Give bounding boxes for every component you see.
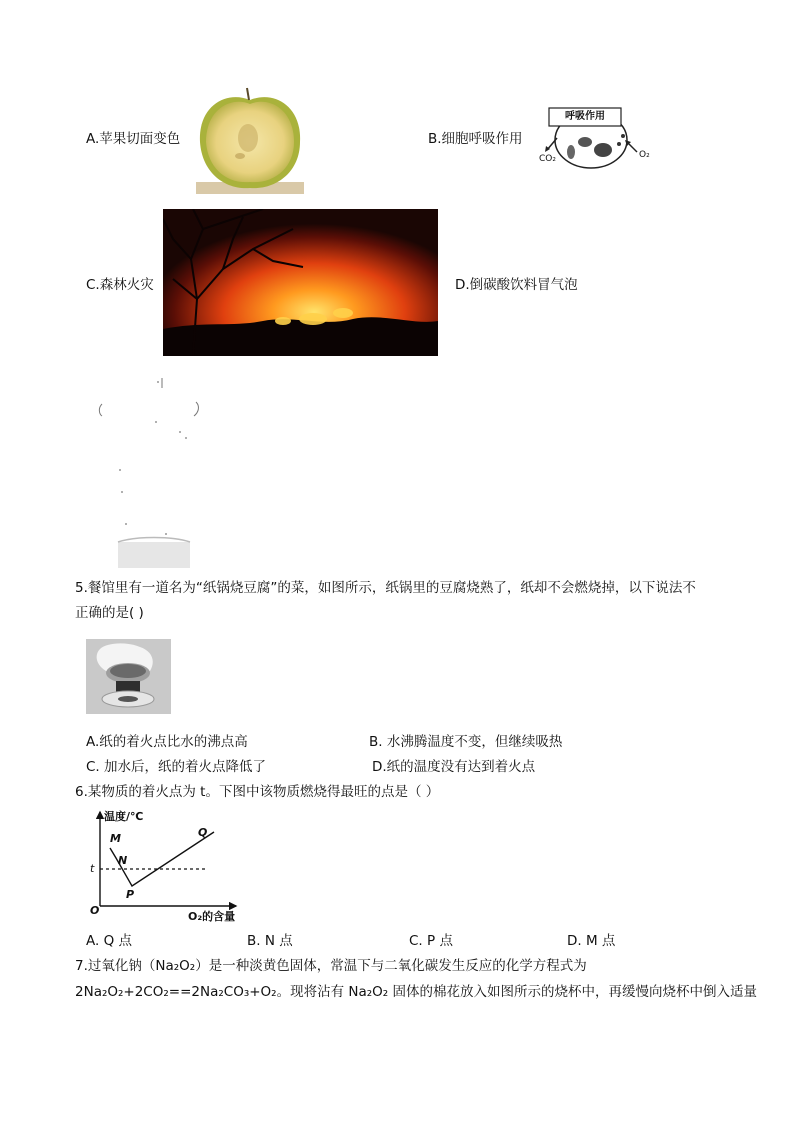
q5-stem-line2: 正确的是( ): [75, 605, 144, 621]
respiration-box-label: 呼吸作用: [565, 111, 605, 122]
q6-option-b: B. N 点: [247, 933, 293, 949]
soda-glass-image: [96, 374, 216, 570]
paper-pot-tofu-image: [86, 639, 171, 714]
q6-option-c: C. P 点: [409, 933, 453, 949]
temperature-oxygen-graph: [86, 806, 251, 924]
q4-option-b: B.细胞呼吸作用: [428, 131, 523, 147]
q5-option-b: B. 水沸腾温度不变，但继续吸热: [369, 734, 563, 750]
graph-point-n-label: N: [118, 854, 128, 867]
q5-option-a: A.纸的着火点比水的沸点高: [86, 734, 248, 750]
q6-option-a: A. Q 点: [86, 933, 132, 949]
q6-stem: 6.某物质的着火点为 t。下图中该物质燃烧得最旺的点是（ ）: [75, 784, 440, 800]
graph-point-m-label: M: [110, 832, 121, 845]
q5-stem-line1: 5.餐馆里有一道名为“纸锅烧豆腐”的菜，如图所示，纸锅里的豆腐烧熟了，纸却不会燃烧掉，以下说法不: [75, 580, 696, 596]
q5-option-c: C. 加水后，纸的着火点降低了: [86, 759, 267, 775]
co2-label: CO₂: [539, 154, 556, 164]
q4-option-c: C.森林火灾: [86, 277, 154, 293]
q7-line1: 7.过氧化钠（Na₂O₂）是一种淡黄色固体，常温下与二氧化碳发生反应的化学方程式为: [75, 958, 587, 974]
q7-line2: 2Na₂O₂+2CO₂==2Na₂CO₃+O₂。现将沾有 Na₂O₂ 固体的棉花放入如图所示的烧杯中，再缓慢向烧杯中倒入适量: [75, 984, 757, 1000]
apple-cut-image: [196, 86, 304, 194]
q4-option-a: A.苹果切面变色: [86, 131, 181, 147]
graph-origin-label: O: [90, 904, 100, 917]
graph-x-axis-label: O₂的含量: [188, 910, 236, 923]
o2-label: O₂: [639, 150, 650, 160]
graph-t-label: t: [90, 862, 95, 875]
q5-option-d: D.纸的温度没有达到着火点: [372, 759, 536, 775]
q4-option-d: D.倒碳酸饮料冒气泡: [455, 277, 578, 293]
q6-option-d: D. M 点: [567, 933, 616, 949]
cell-respiration-diagram: [537, 104, 657, 172]
graph-point-q-label: Q: [198, 826, 208, 839]
forest-fire-image: [163, 209, 438, 356]
graph-point-p-label: P: [126, 888, 135, 901]
graph-y-axis-label: 温度/℃: [104, 810, 144, 823]
